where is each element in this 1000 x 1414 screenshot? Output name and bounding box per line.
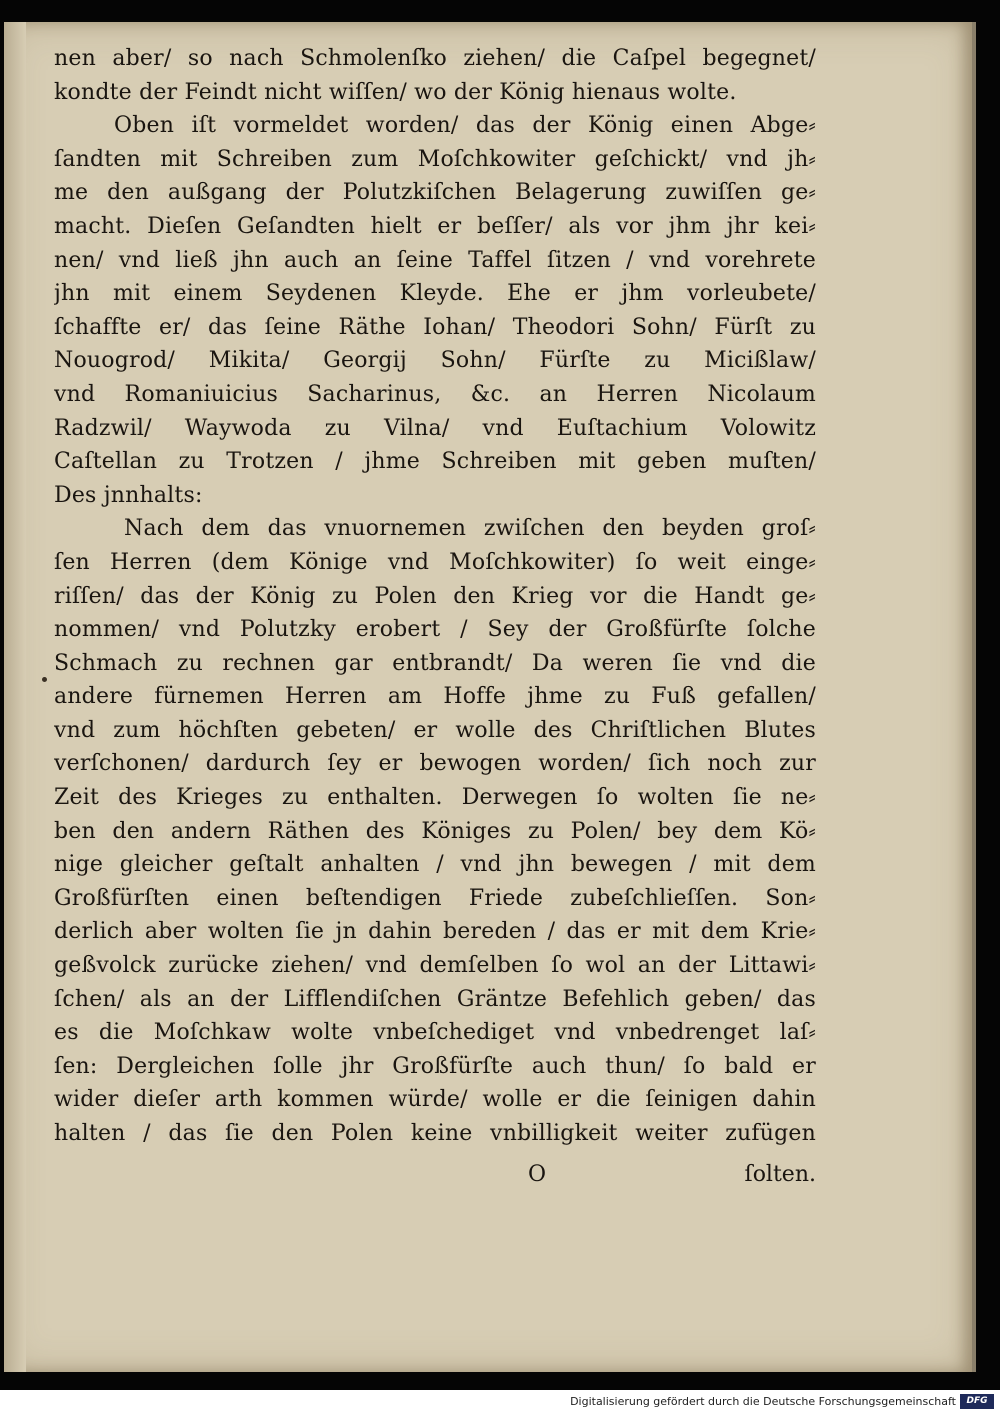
text-line: ſen Herren (dem Könige vnd Moſchkowiter) ſo weit einge⸗: [54, 549, 816, 575]
text-line: nommen/ vnd Polutzky erobert / Sey der Großfürſte ſolche: [54, 617, 816, 643]
catchword: ſolten.: [744, 1162, 816, 1187]
text-line: ſen: Dergleichen ſolle jhr Großfürſte auch thun/ ſo bald er: [54, 1053, 816, 1079]
text-line: jhn mit einem Seydenen Kleyde. Ehe er jhm vorleubete/: [54, 281, 816, 307]
text-line: halten / das ſie den Polen keine vnbilligkeit weiter zufügen: [54, 1121, 816, 1146]
text-line: nen/ vnd ließ jhn auch an ſeine Taffel ſitzen / vnd vorehrete: [54, 247, 816, 273]
text-line: Oben iſt vormeldet worden/ das der König einen Abge⸗: [114, 113, 816, 139]
text-line: me den außgang der Polutzkiſchen Belagerung zuwiſſen ge⸗: [54, 180, 816, 206]
text-line: ſandten mit Schreiben zum Moſchkowiter geſchickt/ vnd jh⸗: [54, 146, 816, 172]
text-line: macht. Dieſen Geſandten hielt er beſſer/ als vor jhm jhr kei⸗: [54, 213, 816, 239]
text-line: es die Moſchkaw wolte vnbeſchediget vnd vnbedrenget laſ⸗: [54, 1020, 816, 1046]
text-line: Zeit des Krieges zu enthalten. Derwegen ſo wolten ſie ne⸗: [54, 785, 816, 811]
text-line: ſchaffte er/ das ſeine Räthe Iohan/ Theodori Sohn/ Fürſt zu: [54, 314, 816, 340]
text-line: vnd zum höchſten gebeten/ er wolle des Chriſtlichen Blutes: [54, 717, 816, 743]
signature-mark: O: [528, 1162, 547, 1187]
text-line: wider dieſer arth kommen würde/ wolle er die ſeinigen dahin: [54, 1087, 816, 1113]
text-line: verſchonen/ dardurch ſey er bewogen worden/ ſich noch zur: [54, 751, 816, 777]
text-line: Schmach zu rechnen gar entbrandt/ Da weren ſie vnd die: [54, 650, 816, 676]
text-line: geßvolck zurücke ziehen/ vnd demſelben ſo wol an der Littawi⸗: [54, 953, 816, 979]
text-line: andere fürnemen Herren am Hoffe jhme zu Fuß gefallen/: [54, 684, 816, 710]
text-line: Des jnnhalts:: [54, 482, 203, 508]
page-foot: [54, 1162, 816, 1196]
dfg-logo-icon: DFG: [960, 1394, 994, 1409]
page-gutter: [4, 22, 26, 1372]
ink-speck: [42, 677, 47, 682]
text-line: Großfürſten einen beſtendigen Friede zubeſchlieſſen. Son⸗: [54, 885, 816, 911]
text-line: Radzwil/ Waywoda zu Vilna/ vnd Euſtachium Volowitz: [54, 415, 816, 441]
text-line: ben den andern Räthen des Königes zu Polen/ bey dem Kö⸗: [54, 818, 816, 844]
text-line: nige gleicher geſtalt anhalten / vnd jhn bewegen / mit dem: [54, 852, 816, 878]
text-line: Nach dem das vnuornemen zwiſchen den beyden groſ⸗: [124, 516, 816, 542]
text-line: Nouogrod/ Mikita/ Georgij Sohn/ Fürſte zu Micißlaw/: [54, 348, 816, 374]
text-line: ſchen/ als an der Lifflendiſchen Gräntze Befehlich geben/ das: [54, 986, 816, 1012]
text-line: vnd Romaniuicius Sacharinus, &c. an Herren Nicolaum: [54, 381, 816, 407]
text-line: kondte der Feindt nicht wiſſen/ wo der König hienaus wolte.: [54, 79, 737, 105]
funding-credit: Digitalisierung gefördert durch die Deutsche Forschungsgemeinschaft: [570, 1395, 956, 1408]
page-text: [54, 42, 816, 1151]
text-line: derlich aber wolten ſie jn dahin bereden / das er mit dem Krie⸗: [54, 919, 816, 945]
text-line: Caſtellan zu Trotzen / jhme Schreiben mit geben muſten/: [54, 449, 816, 475]
digitization-footer: [0, 1390, 1000, 1414]
text-line: nen aber/ so nach Schmolenſko ziehen/ die Caſpel begegnet/: [54, 46, 816, 71]
text-line: riſſen/ das der König zu Polen den Krieg vor die Handt ge⸗: [54, 583, 816, 609]
